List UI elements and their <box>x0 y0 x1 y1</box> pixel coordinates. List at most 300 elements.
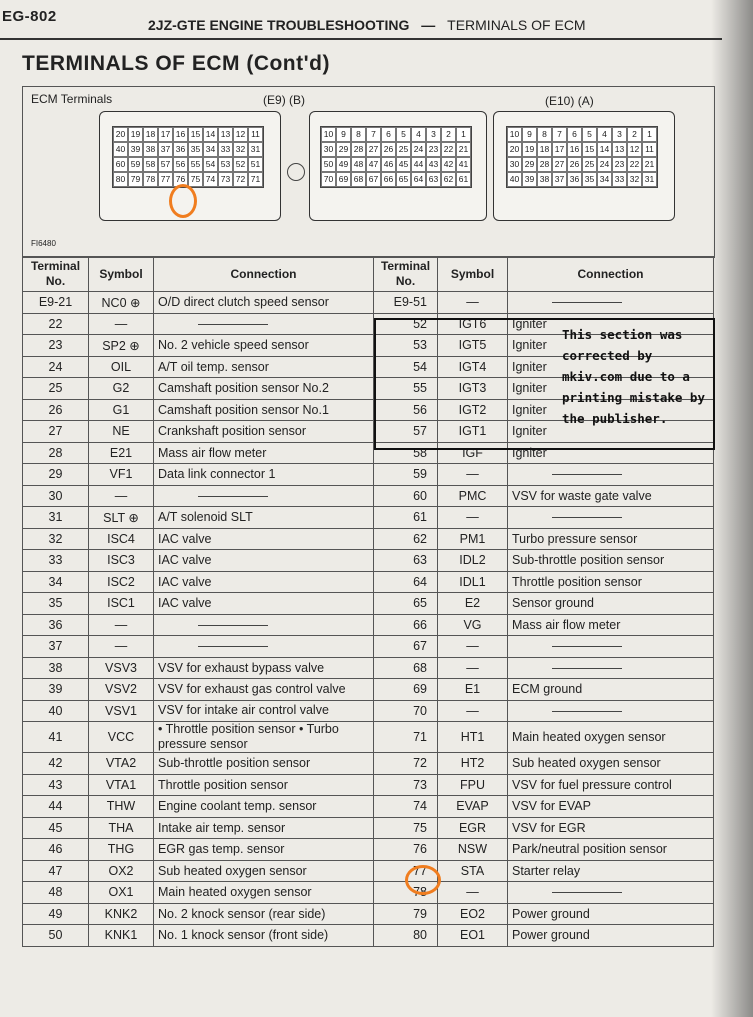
connection-cell: Mass air flow meter <box>508 614 714 636</box>
connector-pin: 70 <box>321 172 336 187</box>
connection-cell: EGR gas temp. sensor <box>154 839 374 861</box>
terminal-no-cell: 70 <box>374 700 438 722</box>
symbol-cell: — <box>89 614 154 636</box>
connector-pin: 16 <box>567 142 582 157</box>
connector-pin: 24 <box>411 142 426 157</box>
table-row <box>23 925 714 947</box>
symbol-cell: G1 <box>89 399 154 421</box>
connector-pin: 3 <box>612 127 627 142</box>
connection-cell: Park/neutral position sensor <box>508 839 714 861</box>
connector-pin: 58 <box>143 157 158 172</box>
connector-pin: 27 <box>552 157 567 172</box>
connector-pin: 36 <box>173 142 188 157</box>
table-row <box>23 464 714 486</box>
table-row <box>23 550 714 572</box>
connector-pin: 66 <box>381 172 396 187</box>
connector-pin: 16 <box>173 127 188 142</box>
mounting-hole <box>287 163 305 181</box>
connector-pin: 22 <box>627 157 642 172</box>
connector-pin: 51 <box>248 157 263 172</box>
terminal-no-cell: 48 <box>23 882 89 904</box>
connection-cell <box>508 464 714 486</box>
connection-cell: Power ground <box>508 903 714 925</box>
terminal-no-cell: 54 <box>374 356 438 378</box>
symbol-cell: THW <box>89 796 154 818</box>
connection-cell: No. 2 knock sensor (rear side) <box>154 903 374 925</box>
table-row <box>23 817 714 839</box>
e10-letter: A <box>581 94 590 108</box>
connector-pin: 67 <box>366 172 381 187</box>
table-row <box>23 774 714 796</box>
connection-cell: • Throttle position sensor • Turbo pressure sensor <box>154 722 374 753</box>
symbol-cell: THG <box>89 839 154 861</box>
connection-cell: VSV for waste gate valve <box>508 485 714 507</box>
connection-cell: Data link connector 1 <box>154 464 374 486</box>
connector-pin: 30 <box>321 142 336 157</box>
symbol-cell: KNK1 <box>89 925 154 947</box>
connection-cell: Engine coolant temp. sensor <box>154 796 374 818</box>
terminal-no-cell: 43 <box>23 774 89 796</box>
symbol-cell: IGT4 <box>438 356 508 378</box>
symbol-cell: IGT1 <box>438 421 508 443</box>
symbol-cell: — <box>438 507 508 529</box>
connector-pin: 79 <box>128 172 143 187</box>
connection-cell <box>508 507 714 529</box>
connection-cell: O/D direct clutch speed sensor <box>154 292 374 314</box>
connector-e10-label: (E10) (A) <box>545 94 594 108</box>
connector-pin: 32 <box>233 142 248 157</box>
connection-cell: Sub-throttle position sensor <box>154 753 374 775</box>
connector-pin: 78 <box>143 172 158 187</box>
connector-pin: 36 <box>567 172 582 187</box>
connector-pin: 28 <box>351 142 366 157</box>
connector-pin: 54 <box>203 157 218 172</box>
empty-connection-line <box>552 302 622 303</box>
connector-pin: 26 <box>567 157 582 172</box>
connector-pin: 28 <box>537 157 552 172</box>
connector-pin: 29 <box>336 142 351 157</box>
header-rule <box>0 38 722 40</box>
terminal-no-cell: 36 <box>23 614 89 636</box>
connection-cell: Camshaft position sensor No.1 <box>154 399 374 421</box>
terminal-no-cell: 66 <box>374 614 438 636</box>
terminal-no-cell: 33 <box>23 550 89 572</box>
empty-connection-line <box>198 646 268 647</box>
connector-pin: 1 <box>456 127 471 142</box>
terminal-no-cell: E9-51 <box>374 292 438 314</box>
terminal-no-cell: 56 <box>374 399 438 421</box>
terminal-no-cell: 28 <box>23 442 89 464</box>
connector-pin: 14 <box>597 142 612 157</box>
symbol-cell: EO1 <box>438 925 508 947</box>
connection-cell <box>154 313 374 335</box>
connector-pin: 60 <box>113 157 128 172</box>
ecm-figure-title: ECM Terminals <box>31 92 113 106</box>
terminal-no-cell: 38 <box>23 657 89 679</box>
terminal-no-cell: 32 <box>23 528 89 550</box>
table-row <box>23 839 714 861</box>
header-connection-right: Connection <box>508 257 714 292</box>
connection-cell: A/T solenoid SLT <box>154 507 374 529</box>
connector-pin: 50 <box>321 157 336 172</box>
connector-pin: 14 <box>203 127 218 142</box>
symbol-cell: ISC3 <box>89 550 154 572</box>
symbol-cell: VSV3 <box>89 657 154 679</box>
symbol-cell: IGT3 <box>438 378 508 400</box>
symbol-cell: — <box>438 636 508 658</box>
empty-connection-line <box>552 892 622 893</box>
terminal-no-cell: 31 <box>23 507 89 529</box>
connector-pin: 38 <box>143 142 158 157</box>
connection-cell: Power ground <box>508 925 714 947</box>
terminal-no-cell: 60 <box>374 485 438 507</box>
terminal-no-cell: 44 <box>23 796 89 818</box>
terminal-no-cell: 52 <box>374 313 438 335</box>
connection-cell: Igniter <box>508 313 714 335</box>
header-separator: — <box>421 17 436 33</box>
connector-pin: 75 <box>188 172 203 187</box>
symbol-cell: HT2 <box>438 753 508 775</box>
terminal-no-cell: 49 <box>23 903 89 925</box>
terminal-no-cell: 58 <box>374 442 438 464</box>
connection-cell: Camshaft position sensor No.2 <box>154 378 374 400</box>
connector-pin: 17 <box>552 142 567 157</box>
connector-pin: 1 <box>642 127 657 142</box>
terminal-no-cell: 46 <box>23 839 89 861</box>
connection-cell: Sub-throttle position sensor <box>508 550 714 572</box>
empty-connection-line <box>198 496 268 497</box>
connection-cell <box>508 657 714 679</box>
terminal-no-cell: 68 <box>374 657 438 679</box>
connection-cell <box>508 292 714 314</box>
connector-e10 <box>493 111 675 221</box>
connector-pin: 8 <box>537 127 552 142</box>
symbol-cell: EO2 <box>438 903 508 925</box>
terminal-no-cell: 23 <box>23 335 89 357</box>
symbol-cell: NSW <box>438 839 508 861</box>
connector-pin: 5 <box>582 127 597 142</box>
symbol-cell: NC0 ⊕ <box>89 292 154 314</box>
connector-pin: 65 <box>396 172 411 187</box>
symbol-cell: — <box>438 700 508 722</box>
symbol-cell: HT1 <box>438 722 508 753</box>
terminal-no-cell: 61 <box>374 507 438 529</box>
connection-cell: A/T oil temp. sensor <box>154 356 374 378</box>
symbol-cell: VSV2 <box>89 679 154 701</box>
connection-cell: Sub heated oxygen sensor <box>154 860 374 882</box>
terminal-no-cell: 53 <box>374 335 438 357</box>
connection-cell: Igniter <box>508 421 714 443</box>
table-row <box>23 636 714 658</box>
connector-pin: 10 <box>507 127 522 142</box>
terminal-no-cell: 62 <box>374 528 438 550</box>
connection-cell: ECM ground <box>508 679 714 701</box>
connector-pin: 2 <box>441 127 456 142</box>
symbol-cell: EGR <box>438 817 508 839</box>
symbol-cell: EVAP <box>438 796 508 818</box>
header-symbol-right: Symbol <box>438 257 508 292</box>
table-row <box>23 700 714 722</box>
connector-pin: 49 <box>336 157 351 172</box>
connector-pin: 3 <box>426 127 441 142</box>
connector-pin: 10 <box>321 127 336 142</box>
table-row <box>23 292 714 314</box>
header-terminal-right: Terminal No. <box>374 257 438 292</box>
connector-pin: 21 <box>642 157 657 172</box>
connector-pin: 31 <box>248 142 263 157</box>
terminal-no-cell: 74 <box>374 796 438 818</box>
connector-pin: 29 <box>522 157 537 172</box>
terminal-no-cell: 73 <box>374 774 438 796</box>
connection-cell: VSV for EVAP <box>508 796 714 818</box>
highlight-circle-terminal-76 <box>405 865 441 895</box>
connector-pin: 74 <box>203 172 218 187</box>
table-row <box>23 614 714 636</box>
connection-cell: Mass air flow meter <box>154 442 374 464</box>
connector-pin: 23 <box>612 157 627 172</box>
connector-pin: 7 <box>552 127 567 142</box>
page-binding-shadow <box>711 0 753 1017</box>
terminal-no-cell: 40 <box>23 700 89 722</box>
section-title: 2JZ-GTE ENGINE TROUBLESHOOTING <box>148 17 410 33</box>
table-row <box>23 903 714 925</box>
connection-cell: Crankshaft position sensor <box>154 421 374 443</box>
symbol-cell: — <box>89 485 154 507</box>
highlight-circle-pin-76 <box>169 184 197 218</box>
terminal-no-cell: 75 <box>374 817 438 839</box>
terminal-no-cell: 67 <box>374 636 438 658</box>
connector-pin: 39 <box>522 172 537 187</box>
table-header-row <box>23 257 714 292</box>
connector-pin: 4 <box>411 127 426 142</box>
symbol-cell: PM1 <box>438 528 508 550</box>
e9-pin-grid <box>112 126 264 188</box>
terminal-no-cell: 50 <box>23 925 89 947</box>
subsection-title: TERMINALS OF ECM <box>447 17 586 33</box>
terminal-no-cell: 37 <box>23 636 89 658</box>
connection-cell: No. 2 vehicle speed sensor <box>154 335 374 357</box>
terminal-no-cell: 29 <box>23 464 89 486</box>
connector-pin: 15 <box>188 127 203 142</box>
connector-pin: 69 <box>336 172 351 187</box>
connector-pin: 15 <box>582 142 597 157</box>
connector-pin: 32 <box>627 172 642 187</box>
symbol-cell: KNK2 <box>89 903 154 925</box>
connection-cell: VSV for exhaust gas control valve <box>154 679 374 701</box>
terminal-no-cell: 64 <box>374 571 438 593</box>
terminal-no-cell: 25 <box>23 378 89 400</box>
header-connection-left: Connection <box>154 257 374 292</box>
terminal-no-cell: 41 <box>23 722 89 753</box>
symbol-cell: STA <box>438 860 508 882</box>
terminal-no-cell: 35 <box>23 593 89 615</box>
terminal-no-cell: 45 <box>23 817 89 839</box>
symbol-cell: ISC2 <box>89 571 154 593</box>
connector-pin: 11 <box>642 142 657 157</box>
e10-pin-grid <box>506 126 658 188</box>
connector-pin: 2 <box>627 127 642 142</box>
empty-connection-line <box>552 646 622 647</box>
connector-pin: 55 <box>188 157 203 172</box>
connector-pin: 73 <box>218 172 233 187</box>
connector-pin: 39 <box>128 142 143 157</box>
connector-pin: 6 <box>381 127 396 142</box>
running-header <box>148 17 586 33</box>
table-row <box>23 882 714 904</box>
terminal-no-cell: 57 <box>374 421 438 443</box>
connector-pin: 25 <box>396 142 411 157</box>
symbol-cell: VF1 <box>89 464 154 486</box>
table-row <box>23 507 714 529</box>
connector-pin: 48 <box>351 157 366 172</box>
connection-cell: IAC valve <box>154 528 374 550</box>
connector-pin: 80 <box>113 172 128 187</box>
connector-pin: 42 <box>441 157 456 172</box>
table-row <box>23 485 714 507</box>
empty-connection-line <box>198 324 268 325</box>
terminal-no-cell: 24 <box>23 356 89 378</box>
page-code: EG-802 <box>2 8 57 25</box>
symbol-cell: E21 <box>89 442 154 464</box>
connector-pin: 35 <box>188 142 203 157</box>
connector-pin: 17 <box>158 127 173 142</box>
connector-pin: 37 <box>552 172 567 187</box>
connection-cell: VSV for fuel pressure control <box>508 774 714 796</box>
connector-pin: 33 <box>218 142 233 157</box>
symbol-cell: VG <box>438 614 508 636</box>
symbol-cell: — <box>89 636 154 658</box>
connector-pin: 11 <box>248 127 263 142</box>
symbol-cell: — <box>438 464 508 486</box>
terminal-no-cell: 30 <box>23 485 89 507</box>
empty-connection-line <box>552 474 622 475</box>
symbol-cell: IGT2 <box>438 399 508 421</box>
connector-pin: 18 <box>143 127 158 142</box>
connector-pin: 20 <box>113 127 128 142</box>
connector-pin: 62 <box>441 172 456 187</box>
symbol-cell: VSV1 <box>89 700 154 722</box>
connector-pin: 23 <box>426 142 441 157</box>
connector-pin: 7 <box>366 127 381 142</box>
symbol-cell: G2 <box>89 378 154 400</box>
table-row <box>23 679 714 701</box>
table-row <box>23 571 714 593</box>
mid-pin-grid <box>320 126 472 188</box>
connector-pin: 20 <box>507 142 522 157</box>
connector-pin: 76 <box>173 172 188 187</box>
terminal-no-cell: 71 <box>374 722 438 753</box>
connector-pin: 5 <box>396 127 411 142</box>
terminal-no-cell: 77 <box>374 860 438 882</box>
symbol-cell: IGF <box>438 442 508 464</box>
connector-pin: 61 <box>456 172 471 187</box>
connector-pin: 19 <box>128 127 143 142</box>
table-row <box>23 722 714 753</box>
table-row <box>23 753 714 775</box>
connector-pin: 40 <box>113 142 128 157</box>
connection-cell: VSV for intake air control valve <box>154 700 374 722</box>
connector-pin: 63 <box>426 172 441 187</box>
connector-pin: 33 <box>612 172 627 187</box>
connection-cell: IAC valve <box>154 550 374 572</box>
connection-cell: Igniter <box>508 356 714 378</box>
e10-code: E10 <box>549 94 571 108</box>
connector-pin: 34 <box>597 172 612 187</box>
symbol-cell: VTA2 <box>89 753 154 775</box>
connector-pin: 27 <box>366 142 381 157</box>
connection-cell: Throttle position sensor <box>154 774 374 796</box>
connector-pin: 6 <box>567 127 582 142</box>
symbol-cell: E2 <box>438 593 508 615</box>
symbol-cell: IGT5 <box>438 335 508 357</box>
symbol-cell: ISC1 <box>89 593 154 615</box>
symbol-cell: OX2 <box>89 860 154 882</box>
connector-pin: 59 <box>128 157 143 172</box>
connection-cell: Igniter <box>508 378 714 400</box>
symbol-cell: PMC <box>438 485 508 507</box>
terminal-no-cell: 55 <box>374 378 438 400</box>
connector-pin: 41 <box>456 157 471 172</box>
connector-pin: 13 <box>218 127 233 142</box>
empty-connection-line <box>198 625 268 626</box>
connector-pin: 13 <box>612 142 627 157</box>
terminal-no-cell: 39 <box>23 679 89 701</box>
connector-pin: 22 <box>441 142 456 157</box>
symbol-cell: IDL1 <box>438 571 508 593</box>
connector-pin: 21 <box>456 142 471 157</box>
connection-cell: Sub heated oxygen sensor <box>508 753 714 775</box>
symbol-cell: SP2 ⊕ <box>89 335 154 357</box>
connector-pin: 45 <box>396 157 411 172</box>
connector-pin: 64 <box>411 172 426 187</box>
connector-pin: 34 <box>203 142 218 157</box>
connector-pin: 35 <box>582 172 597 187</box>
empty-connection-line <box>552 711 622 712</box>
terminal-no-cell: 42 <box>23 753 89 775</box>
connector-e9-label: (E9) (B) <box>263 93 306 107</box>
ecm-terminals-figure <box>22 86 715 258</box>
empty-connection-line <box>552 668 622 669</box>
connection-cell: Igniter <box>508 442 714 464</box>
header-terminal-left: Terminal No. <box>23 257 89 292</box>
symbol-cell: SLT ⊕ <box>89 507 154 529</box>
connector-pin: 25 <box>582 157 597 172</box>
terminal-no-cell: 22 <box>23 313 89 335</box>
correction-note: This section was corrected by mkiv.com due to a printing mistake by the publisher. <box>562 327 705 426</box>
table-row <box>23 796 714 818</box>
symbol-cell: IDL2 <box>438 550 508 572</box>
terminal-no-cell: 63 <box>374 550 438 572</box>
connector-pin: 31 <box>642 172 657 187</box>
connector-pin: 18 <box>537 142 552 157</box>
connection-cell: Starter relay <box>508 860 714 882</box>
terminal-no-cell: 72 <box>374 753 438 775</box>
symbol-cell: FPU <box>438 774 508 796</box>
connection-cell: Throttle position sensor <box>508 571 714 593</box>
symbol-cell: — <box>438 292 508 314</box>
connector-pin: 12 <box>233 127 248 142</box>
connection-cell: Turbo pressure sensor <box>508 528 714 550</box>
symbol-cell: — <box>438 882 508 904</box>
connector-pin: 77 <box>158 172 173 187</box>
symbol-cell: VTA1 <box>89 774 154 796</box>
e9-code: E9 <box>267 93 282 107</box>
connector-pin: 8 <box>351 127 366 142</box>
empty-connection-line <box>552 517 622 518</box>
terminal-no-cell: 47 <box>23 860 89 882</box>
connector-pin: 68 <box>351 172 366 187</box>
connector-pin: 44 <box>411 157 426 172</box>
